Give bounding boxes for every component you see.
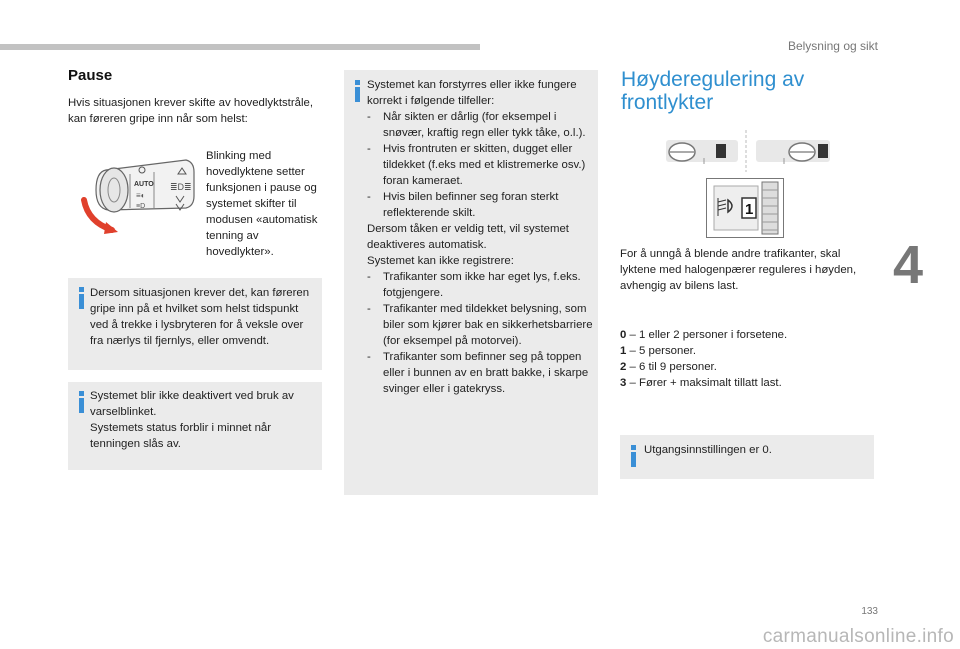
tip-box-2 xyxy=(68,382,322,470)
list-item: 1 – 5 personer. xyxy=(620,345,696,357)
fog-text: Dersom tåken er veldig tett, vil systemet deaktiveres automatisk. xyxy=(367,223,569,251)
headlight-level-icon xyxy=(706,178,784,238)
watermark: carmanualsonline.info xyxy=(762,626,954,647)
tip-box-1 xyxy=(68,278,322,370)
limitations-box xyxy=(344,70,598,495)
list-item: - Hvis frontruten er skitten, dugget eller tildekket (f.eks med et klistremerke osv.) foran kameraet. xyxy=(367,143,586,187)
svg-text:≡◐: ≡◐ xyxy=(136,191,146,200)
limitations-intro: Systemet kan forstyrres eller ikke fungere korrekt i følgende tilfeller: xyxy=(367,79,577,107)
headlight-heading: Høyderegulering av frontlykter xyxy=(621,68,805,114)
stalk-auto-label: AUTO xyxy=(134,181,154,188)
pause-heading: Pause xyxy=(68,67,113,84)
image-caption: Blinking med hovedlyktene setter funksjonen i pause og systemet skifter til modusen «automatisk tenning av hovedlykter». xyxy=(206,150,318,258)
svg-text:≣D≣: ≣D≣ xyxy=(170,182,192,192)
undetected-list xyxy=(367,269,595,397)
list-item: 0 – 1 eller 2 personer i forsetene. xyxy=(620,329,788,341)
info-icon xyxy=(628,445,640,467)
initial-setting-text: Utgangsinnstillingen er 0. xyxy=(644,444,772,456)
tip2-line1: Systemet blir ikke deaktivert ved bruk av varselblinket. xyxy=(90,390,294,418)
headlight-dial-illustration xyxy=(706,178,784,238)
chapter-number: 4 xyxy=(893,235,924,295)
info-icon xyxy=(76,391,88,413)
disturbance-list xyxy=(367,109,595,221)
limitations-content xyxy=(367,77,595,397)
list-item: 3 – Fører + maksimalt tillatt last. xyxy=(620,377,782,389)
not-detect-text: Systemet kan ikke registrere: xyxy=(367,255,514,267)
tip-box-3 xyxy=(620,435,874,479)
info-icon xyxy=(76,287,88,309)
steering-wheel-icon xyxy=(666,128,830,176)
list-item: - Hvis bilen befinner seg foran sterkt reflekterende skilt. xyxy=(367,191,559,219)
light-stalk-icon xyxy=(78,146,202,234)
svg-text:≡D: ≡D xyxy=(136,203,146,210)
section-label: Belysning og sikt xyxy=(787,39,878,53)
list-item: - Trafikanter med tildekket belysning, som biler som kjører bak en sikkerhetsbarriere (for eksempel på motorvei). xyxy=(367,303,593,347)
dial-value: 1 xyxy=(745,201,754,218)
headlight-description: For å unngå å blende andre trafikanter, skal lyktene med halogenpærer reguleres i høyden, avhengig av bilens last. xyxy=(620,248,857,292)
light-stalk-illustration xyxy=(78,146,202,234)
list-item: - Når sikten er dårlig (for eksempel i snøvær, kraftig regn eller tykk tåke, o.l.). xyxy=(367,111,586,139)
tip1-text: Dersom situasjonen krever det, kan føreren gripe inn på et hvilket som helst tidspunkt ved å trekke i lysbryteren for å veksle over fra nærlys til fjernlys, eller omvendt. xyxy=(90,287,310,347)
list-item: 2 – 6 til 9 personer. xyxy=(620,361,717,373)
tip2-line2: Systemets status forblir i minnet når tenningen slås av. xyxy=(90,422,272,450)
list-item: - Trafikanter som befinner seg på toppen eller i bunnen av en bratt bakke, i skarpe svinger eller i gatekryss. xyxy=(367,351,589,395)
list-item: - Trafikanter som ikke har eget lys, f.eks. fotgjengere. xyxy=(367,271,581,299)
info-icon xyxy=(352,80,364,102)
dashboard-illustration xyxy=(666,128,830,176)
load-levels xyxy=(620,327,874,391)
pause-intro: Hvis situasjonen krever skifte av hovedlyktstråle, kan føreren gripe inn når som helst: xyxy=(68,97,313,125)
page-number: 133 xyxy=(861,606,878,617)
header-bar xyxy=(0,44,480,50)
